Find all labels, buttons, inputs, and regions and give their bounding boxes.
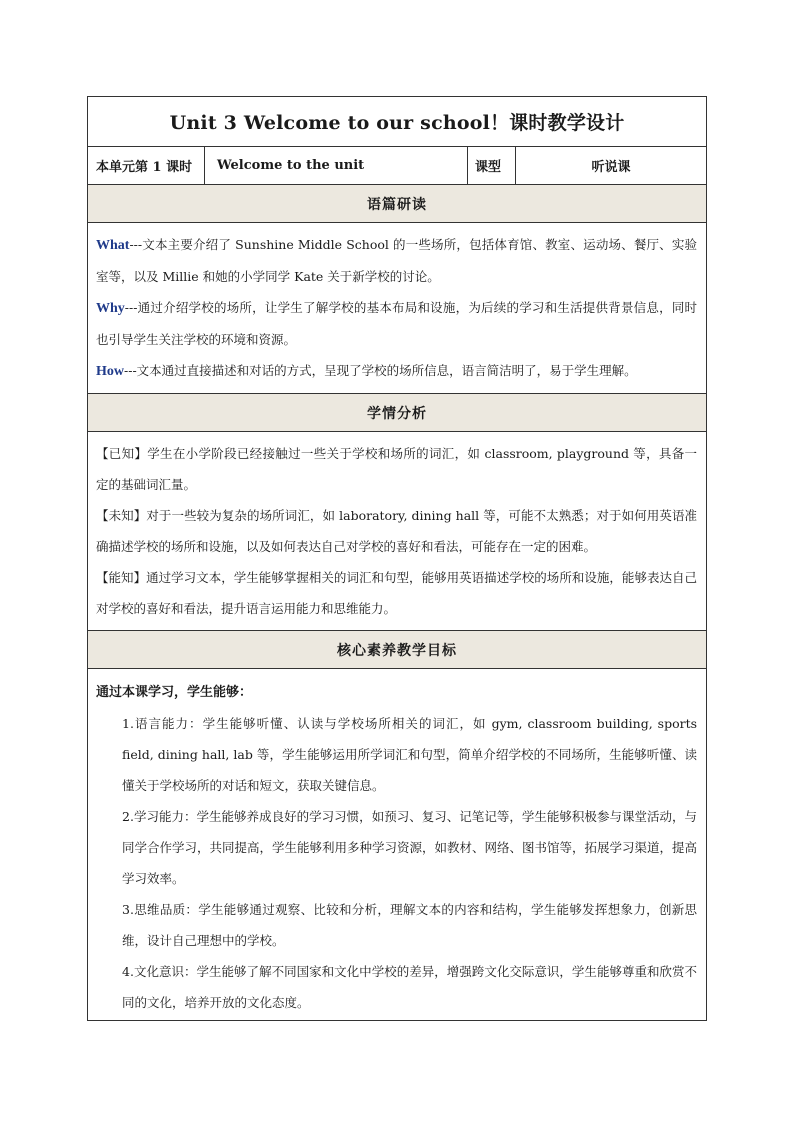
goals-lead: 通过本课学习，学生能够：: [96, 685, 253, 700]
lesson-number-label: 本单元第 1 课时: [88, 147, 205, 185]
goals-body: [88, 669, 707, 1021]
analysis-unknown: 【未知】对于一些较为复杂的场所词汇，如 laboratory, dining hall 等，可能不太熟悉；对于如何用英语准确描述学校的场所和设施，以及如何表达自己对学校的喜好和看法，可能存在一定的困难。: [96, 508, 698, 554]
analysis-known: 【已知】学生在小学阶段已经接触过一些关于学校和场所的词汇，如 classroom, playground 等，具备一定的基础词汇量。: [96, 446, 698, 492]
meta-row: [88, 147, 707, 185]
lesson-type-label: 课型: [468, 147, 516, 185]
lesson-type-value: 听说课: [516, 147, 707, 185]
section-heading-analysis: 学情分析: [88, 394, 707, 432]
why-text: ---通过介绍学校的场所，让学生了解学校的基本布局和设施，为后续的学习和生活提供背景信息，同时也引导学生关注学校的环境和资源。: [96, 300, 698, 347]
document-title: Unit 3 Welcome to our school！课时教学设计: [88, 97, 707, 147]
unit-title: Welcome to the unit: [205, 147, 468, 185]
lesson-plan-sheet: [87, 96, 706, 1021]
what-text: ---文本主要介绍了 Sunshine Middle School 的一些场所，包括体育馆、教室、运动场、餐厅、实验室等，以及 Millie 和她的小学同学 Kate 关于新学校的讨论。: [96, 237, 698, 284]
goal-thinking: 3.思维品质：学生能够通过观察、比较和分析，理解文本的内容和结构，学生能够发挥想象力，创新思维，设计自己理想中的学校。: [122, 902, 698, 948]
how-keyword: How: [96, 364, 124, 379]
reading-item-what: [96, 229, 697, 292]
goal-culture: 4.文化意识：学生能够了解不同国家和文化中学校的差异，增强跨文化交际意识，学生能够尊重和欣赏不同的文化，培养开放的文化态度。: [122, 964, 698, 1010]
reading-item-why: [96, 292, 697, 355]
reading-body: [88, 223, 707, 394]
goal-language: 1.语言能力：学生能够听懂、认读与学校场所相关的词汇，如 gym, classroom building, sports field, dining hall, lab 等，学生能够运用所学词汇和句型，简单介绍学校的不同场所，生能够听懂、读懂关于学校场所的对话和短文，获取关键信息。: [122, 716, 698, 793]
lesson-plan-table: [87, 96, 707, 1021]
section-heading-goals: 核心素养教学目标: [88, 631, 707, 669]
section-heading-reading: 语篇研读: [88, 185, 707, 223]
goal-learning: 2.学习能力：学生能够养成良好的学习习惯，如预习、复习、记笔记等，学生能够积极参与课堂活动，与同学合作学习，共同提高，学生能够利用多种学习资源，如教材、网络、图书馆等，拓展学习渠道，提高学习效率。: [122, 809, 698, 886]
analysis-achievable: 【能知】通过学习文本，学生能够掌握相关的词汇和句型，能够用英语描述学校的场所和设施，能够表达自己对学校的喜好和看法，提升语言运用能力和思维能力。: [96, 570, 698, 616]
reading-item-how: [96, 355, 697, 387]
why-keyword: Why: [96, 301, 125, 316]
what-keyword: What: [96, 238, 130, 253]
analysis-body: [88, 432, 707, 631]
how-text: ---文本通过直接描述和对话的方式，呈现了学校的场所信息，语言简洁明了，易于学生理解。: [124, 363, 637, 378]
